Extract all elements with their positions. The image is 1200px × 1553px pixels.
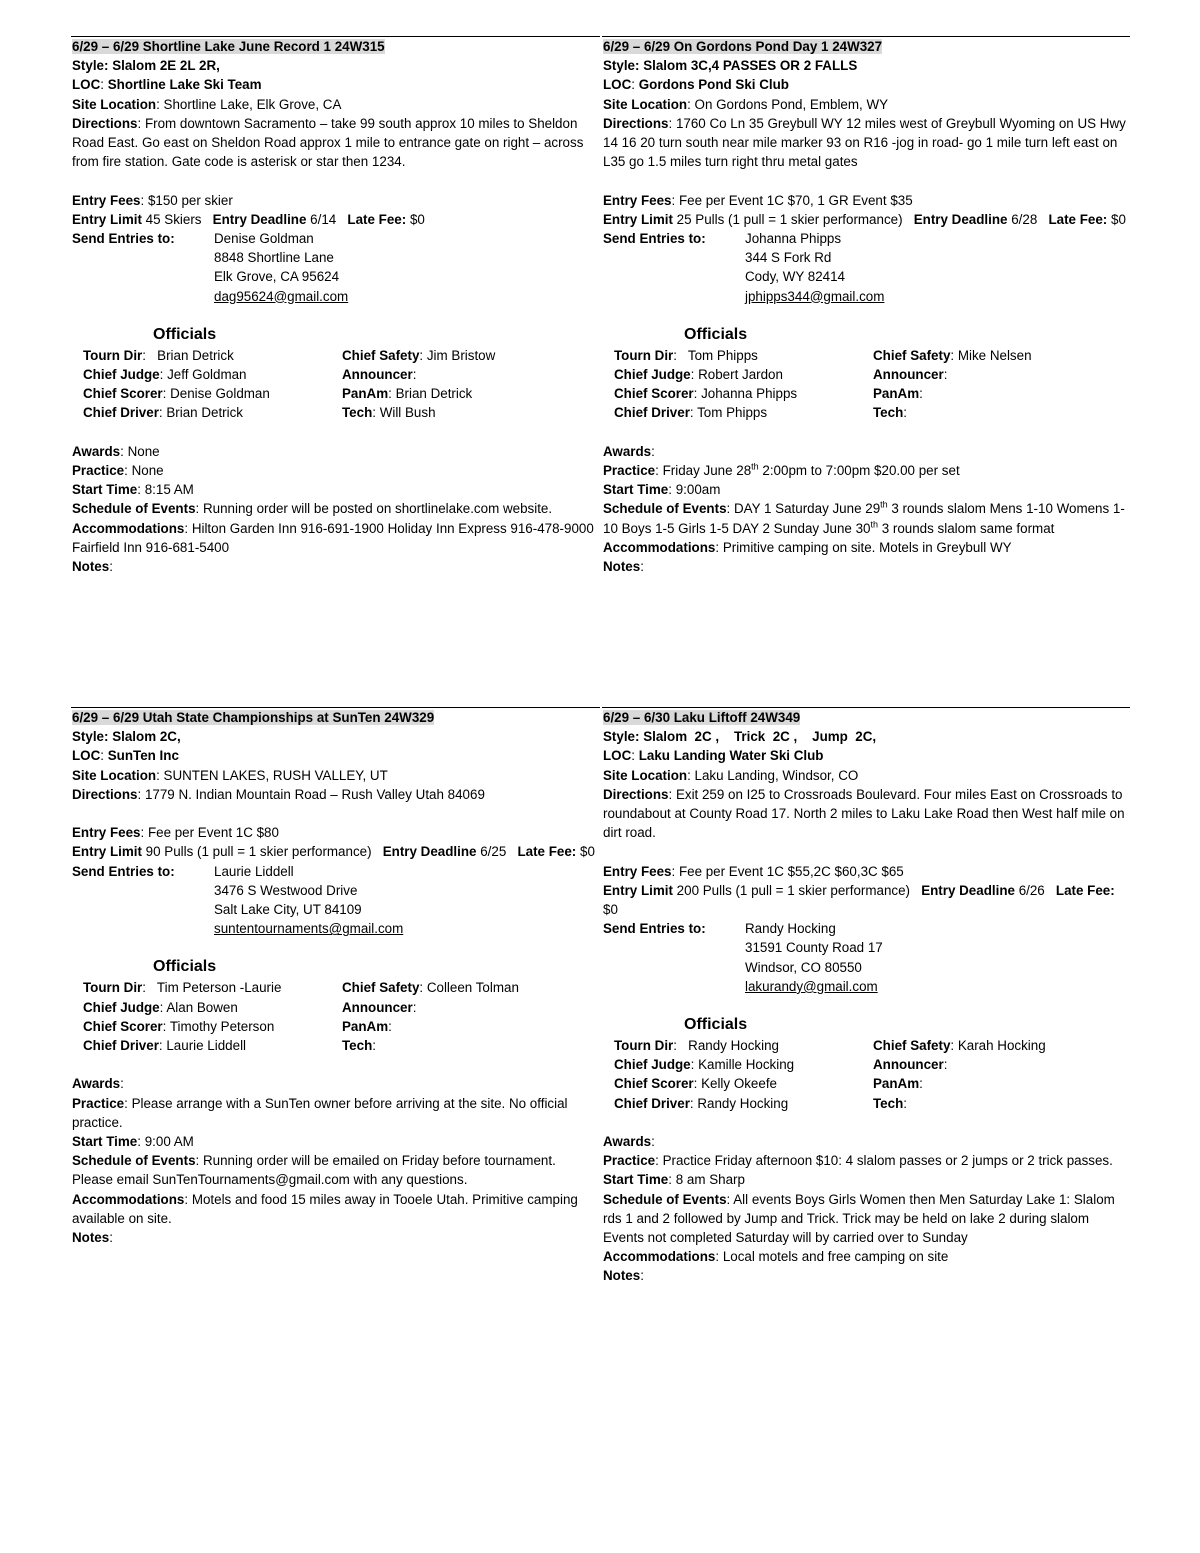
event-listing-gordons-pond: 6/29 – 6/29 On Gordons Pond Day 1 24W327 Style: Slalom 3C,4 PASSES OR 2 FALLS LOC: Gordons Pond Ski Club Site Location: On Gordons Pond, Emblem, WY Directions: 1760 Co Ln 35 Greybull WY 12 miles west of Greybull Wyoming on US Hwy 14 16 20 turn south near mile marker 93 on R16 -jog in road- go 1 mile turn left east on L35 go 1.5 miles turn right thru metal gates Entry Fees: Fee per Event 1C $70, 1 GR Event $35 Entry Limit 25 Pulls (1 pull = 1 skier performance) Entry Deadline 6/28 Late Fee: $0 Send Entries to: Johanna Phipps 344 S Fork Rd Cody, WY 82414 jphipps344@gmail.com Officials Tourn Dir: Tom Phipps Chief Safety: Mike Nelsen Chief Judge: Robert Jardon Announcer: Chief Scorer: Johanna Phipps PanAm: Chief Driver: Tom Phipps Tech: Awards: Practice: Friday June 28th 2:00pm to 7:00pm $20.00 per set Start Time: 9:00am Schedule of Events: DAY 1 Saturday June 29th 3 rounds slalom Mens 1-10 Womens 1-10 Boys 1-5 Girls 1-5 DAY 2 Sunday June 30th 3 rounds slalom same format Accommodations: Primitive camping on site. Motels in Greybull WY Notes: bbox=[603, 37, 1131, 576]
event-header: 6/29 – 6/29 Shortline Lake June Record 1 24W315 bbox=[72, 39, 385, 54]
event-site: SUNTEN LAKES, RUSH VALLEY, UT bbox=[163, 767, 388, 783]
event-style: Slalom 2C , Trick 2C , Jump 2C, bbox=[643, 729, 877, 745]
event-style: Slalom 3C,4 PASSES OR 2 FALLS bbox=[643, 58, 858, 74]
event-deadline: 6/26 bbox=[1018, 882, 1045, 898]
event-header: 6/29 – 6/30 Laku Liftoff 24W349 bbox=[603, 710, 801, 725]
event-style: Slalom 2E 2L 2R, bbox=[112, 58, 220, 74]
event-directions: 1760 Co Ln 35 Greybull WY 12 miles west of Greybull Wyoming on US Hwy 14 16 20 turn south near mile marker 93 on R16 -jog in road- go 1 mile turn left east on L35 go 1.5 miles turn right thru metal gates bbox=[603, 115, 1126, 170]
officials-heading: Officials bbox=[153, 325, 217, 343]
officials-heading: Officials bbox=[684, 325, 748, 343]
email-link[interactable]: lakurandy@gmail.com bbox=[745, 978, 878, 994]
event-limit: 45 Skiers bbox=[145, 211, 202, 227]
officials-grid: Tourn Dir: Tom Phipps Chief Safety: Mike Nelsen Chief Judge: Robert Jardon Announcer: Chief Scorer: Johanna Phipps PanAm: Chief Driver: Tom Phipps Tech: bbox=[614, 347, 1032, 421]
event-directions: Exit 259 on I25 to Crossroads Boulevard. Four miles East on Crossroads to roundabout at County Road 17. North 2 miles to Laku Lake Road then West half mile on dirt road. bbox=[603, 786, 1125, 841]
event-limit: 200 Pulls (1 pull = 1 skier performance) bbox=[676, 882, 911, 898]
event-fees: Fee per Event 1C $70, 1 GR Event $35 bbox=[678, 192, 913, 208]
event-loc: Gordons Pond Ski Club bbox=[638, 77, 789, 93]
event-late-fee: $0 bbox=[409, 211, 425, 227]
event-site: Laku Landing, Windsor, CO bbox=[694, 767, 859, 783]
event-late-fee: $0 bbox=[580, 844, 595, 860]
event-fees: $150 per skier bbox=[147, 192, 233, 208]
event-listing-shortline: 6/29 – 6/29 Shortline Lake June Record 1 24W315 Style: Slalom 2E 2L 2R, LOC: Shortline Lake Ski Team Site Location: Shortline Lake, Elk Grove, CA Directions: From downtown Sacramento – take 99 south approx 10 miles to Sheldon Road East. Go east on Sheldon Road approx 1 mile to entrance gate on right – across from fire station. Gate code is asterisk or star then 1234. Entry Fees: $150 per skier Entry Limit 45 Skiers Entry Deadline 6/14 Late Fee: $0 Send Entries to: Denise Goldman 8848 Shortline Lane Elk Grove, CA 95624 dag95624@gmail.com Officials Tourn Dir: Brian Detrick Chief Safety: Jim Bristow Chief Judge: Jeff Goldman Announcer: Chief Scorer: Denise Goldman PanAm: Brian Detrick Chief Driver: Brian Detrick Tech: Will Bush Awards: None Practice: None Start Time: 8:15 AM Schedule of Events: Running order will be posted on shortlinelake.com website. Accommodations: Hilton Garden Inn 916-691-1900 Holiday Inn Express 916-478-9000 Fairfield Inn 916-681-5400 Notes: bbox=[72, 37, 600, 576]
event-header: 6/29 – 6/29 Utah State Championships at SunTen 24W329 bbox=[72, 710, 435, 725]
send-entries: Send Entries to: Laurie Liddell 3476 S Westwood Drive Salt Lake City, UT 84109 suntentournaments@gmail.com bbox=[72, 862, 600, 939]
send-entries: Send Entries to: Denise Goldman 8848 Shortline Lane Elk Grove, CA 95624 dag95624@gmail.com bbox=[72, 229, 600, 306]
email-link[interactable]: dag95624@gmail.com bbox=[214, 288, 349, 304]
event-site: On Gordons Pond, Emblem, WY bbox=[694, 96, 889, 112]
event-deadline: 6/28 bbox=[1011, 211, 1038, 227]
event-loc: SunTen Inc bbox=[107, 748, 179, 764]
event-loc: Shortline Lake Ski Team bbox=[107, 77, 262, 93]
send-entries: Send Entries to: Randy Hocking 31591 County Road 17 Windsor, CO 80550 lakurandy@gmail.com bbox=[603, 919, 1131, 996]
officials-grid: Tourn Dir: Randy Hocking Chief Safety: Karah Hocking Chief Judge: Kamille Hocking Announcer: Chief Scorer: Kelly Okeefe PanAm: Chief Driver: Randy Hocking Tech: bbox=[614, 1038, 1046, 1111]
event-late-fee: $0 bbox=[1111, 211, 1126, 227]
event-style: Slalom 2C, bbox=[112, 729, 181, 745]
send-entries: Send Entries to: Johanna Phipps 344 S Fork Rd Cody, WY 82414 jphipps344@gmail.com bbox=[603, 229, 1131, 306]
event-limit: 90 Pulls (1 pull = 1 skier performance) bbox=[145, 844, 372, 860]
event-header: 6/29 – 6/29 On Gordons Pond Day 1 24W327 bbox=[603, 39, 883, 54]
event-deadline: 6/14 bbox=[310, 211, 337, 227]
event-fees: Fee per Event 1C $80 bbox=[147, 825, 279, 841]
event-listing-laku: 6/29 – 6/30 Laku Liftoff 24W349 Style: Slalom 2C , Trick 2C , Jump 2C, LOC: Laku Landing Water Ski Club Site Location: Laku Landing, Windsor, CO Directions: Exit 259 on I25 to Crossroads Boulevard. Four miles East on Crossroads to roundabout at County Road 17. North 2 miles to Laku Lake Road then West half mile on dirt road. Entry Fees: Fee per Event 1C $55,2C $60,3C $65 Entry Limit 200 Pulls (1 pull = 1 skier performance) Entry Deadline 6/26 Late Fee: $0 Send Entries to: Randy Hocking 31591 County Road 17 Windsor, CO 80550 lakurandy@gmail.com Officials Tourn Dir: Randy Hocking Chief Safety: Karah Hocking Chief Judge: Kamille Hocking Announcer: Chief Scorer: Kelly Okeefe PanAm: Chief Driver: Randy Hocking Tech: Awards: Practice: Practice Friday afternoon $10: 4 slalom passes or 2 jumps or 2 trick passes. Start Time: 8 am Sharp Schedule of Events: All events Boys Girls Women then Men Saturday Lake 1: Slalom rds 1 and 2 followed by Jump and Trick. Trick may be held on lake 2 during slalom Events not completed Saturday will by carried over to Sunday Accommodations: Local motels and free camping on site Notes: bbox=[603, 708, 1131, 1286]
event-site: Shortline Lake, Elk Grove, CA bbox=[163, 96, 342, 112]
event-fees: Fee per Event 1C $55,2C $60,3C $65 bbox=[678, 863, 904, 879]
event-directions: From downtown Sacramento – take 99 south approx 10 miles to Sheldon Road East. Go east on Sheldon Road approx 1 mile to entrance gate on right – across from fire station. Gate code is asterisk or star then 1234. bbox=[72, 115, 584, 170]
event-loc: Laku Landing Water Ski Club bbox=[638, 748, 824, 764]
officials-grid: Tourn Dir: Tim Peterson -Laurie Chief Safety: Colleen Tolman Chief Judge: Alan Bowen Announcer: Chief Scorer: Timothy Peterson PanAm: Chief Driver: Laurie Liddell Tech: bbox=[83, 980, 519, 1054]
officials-heading: Officials bbox=[684, 1016, 748, 1034]
officials-grid: Tourn Dir: Brian Detrick Chief Safety: Jim Bristow Chief Judge: Jeff Goldman Announcer: Chief Scorer: Denise Goldman PanAm: Brian Detrick Chief Driver: Brian Detrick Tech: Will Bush bbox=[83, 347, 496, 421]
event-directions: 1779 N. Indian Mountain Road – Rush Valley Utah 84069 bbox=[144, 786, 485, 802]
event-limit: 25 Pulls (1 pull = 1 skier performance) bbox=[676, 211, 903, 227]
event-deadline: 6/25 bbox=[480, 844, 507, 860]
officials-heading: Officials bbox=[153, 958, 217, 976]
email-link[interactable]: jphipps344@gmail.com bbox=[745, 288, 885, 304]
event-late-fee: $0 bbox=[603, 902, 618, 918]
event-listing-sunten: 6/29 – 6/29 Utah State Championships at SunTen 24W329 Style: Slalom 2C, LOC: SunTen Inc Site Location: SUNTEN LAKES, RUSH VALLEY, UT Directions: 1779 N. Indian Mountain Road – Rush Valley Utah 84069 Entry Fees: Fee per Event 1C $80 Entry Limit 90 Pulls (1 pull = 1 skier performance) Entry Deadline 6/25 Late Fee: $0 Send Entries to: Laurie Liddell 3476 S Westwood Drive Salt Lake City, UT 84109 suntentournaments@gmail.com Officials Tourn Dir: Tim Peterson -Laurie Chief Safety: Colleen Tolman Chief Judge: Alan Bowen Announcer: Chief Scorer: Timothy Peterson PanAm: Chief Driver: Laurie Liddell Tech: Awards: Practice: Please arrange with a SunTen owner before arriving at the site. No official practice. Start Time: 9:00 AM Schedule of Events: Running order will be emailed on Friday before tournament. Please email SunTenTournaments@gmail.com with any questions. Accommodations: Motels and food 15 miles away in Tooele Utah. Primitive camping available on site. Notes: bbox=[72, 708, 600, 1247]
email-link[interactable]: suntentournaments@gmail.com bbox=[214, 921, 404, 937]
